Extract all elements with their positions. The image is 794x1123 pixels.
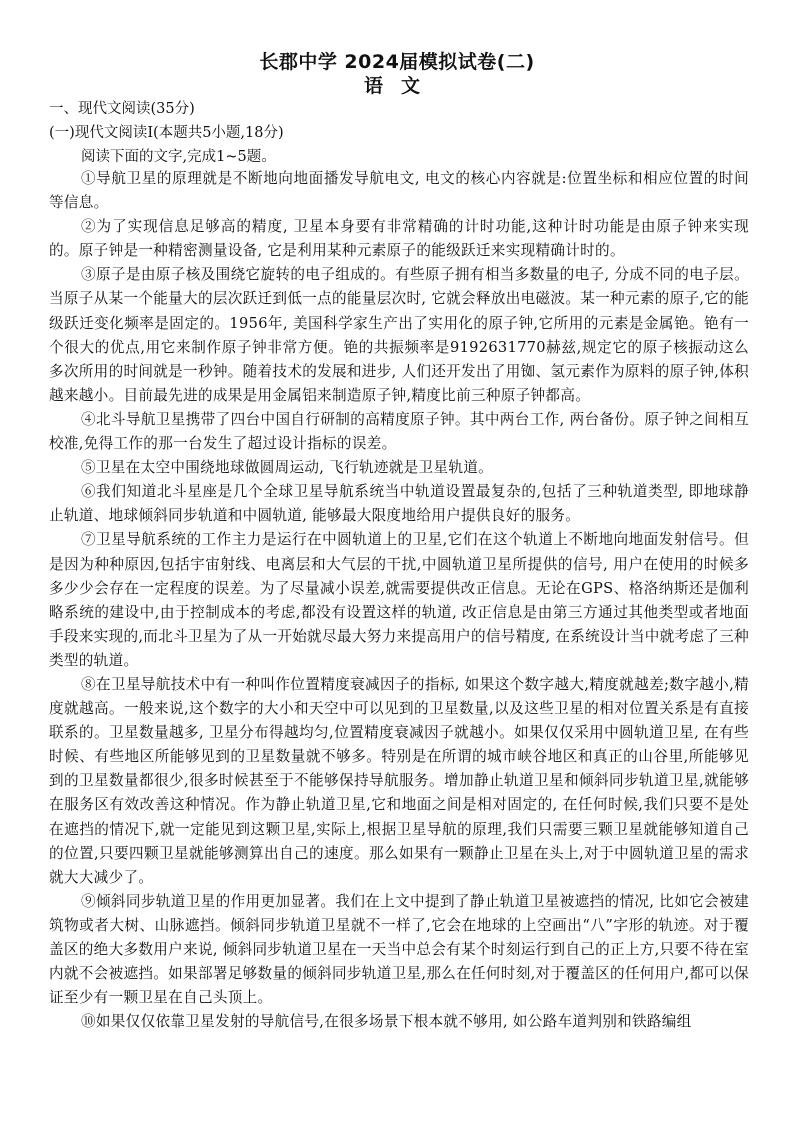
exam-title: 长郡中学 2024届模拟试卷(二) [259,51,535,73]
paragraph-7: ⑦卫星导航系统的工作主力是运行在中圆轨道上的卫星,它们在这个轨道上不断地向地面发射信号。但是因为种种原因,包括宇宙射线、电离层和大气层的干扰,中圆轨道卫星所提供的信号, 用户在使用的时候多多少少会存在一定程度的误差。为了尽量减小误差,就需要提供改正信息。无论在GPS、格洛纳斯还是伽利略系统的建设中,由于控制成本的考虑,都没有设置这样的轨道, 改正信息是由第三方通过其他类型或者地面手段来实现的,而北斗卫星为了从一开始就尽最大努力来提高用户的信号精度, 在系统设计当中就考虑了三种类型的轨道。 [49,531,749,669]
paragraph-1: ①导航卫星的原理就是不断地向地面播发导航电文, 电文的核心内容就是:位置坐标和相应位置的时间等信息。 [49,170,749,212]
paragraph-6: ⑥我们知道北斗星座是几个全球卫星导航系统当中轨道设置最复杂的,包括了三种轨道类型, 即地球静止轨道、地球倾斜同步轨道和中圆轨道, 能够最大限度地给用户提供良好的服务。 [49,483,749,525]
paragraph-3: ③原子是由原子核及围绕它旋转的电子组成的。有些原子拥有相当多数量的电子, 分成不同的电子层。当原子从某一个能量大的层次跃迁到低一点的能量层次时, 它就会释放出电磁波。某一种元素的原子,它的能级跃迁变化频率是固定的。1956年, 美国科学家生产出了实用化的原子钟,它所用的元素是金属铯。铯有一个很大的优点,用它来制作原子钟非常方便。铯的共振频率是9192631770赫兹,规定它的原子核振动这么多次所用的时间就是一秒钟。随着技术的发展和进步, 人们还开发出了用铷、氢元素作为原料的原子钟,体积越来越小。目前最先进的成果是用金属铝来制造原子钟,精度比前三种原子钟都高。 [49,266,749,404]
paragraph-2: ②为了实现信息足够高的精度, 卫星本身要有非常精确的计时功能,这种计时功能是由原子钟来实现的。原子钟是一种精密测量设备, 它是利用某种元素原子的能级跃迁来实现精确计时的。 [49,218,749,260]
section-heading: 一、现代文阅读(35分) [49,101,195,117]
paragraph-4: ④北斗导航卫星携带了四台中国自行研制的高精度原子钟。其中两台工作, 两台备份。原子钟之间相互校准,免得工作的那一台发生了超过设计指标的误差。 [49,410,749,453]
subject-title: 语文 [363,75,438,97]
reading-instruction: 阅读下面的文字,完成1~5题。 [81,149,276,165]
paragraph-9: ⑨倾斜同步轨道卫星的作用更加显著。我们在上文中提到了静止轨道卫星被遮挡的情况, 比如它会被建筑物或者大树、山脉遮挡。倾斜同步轨道卫星就不一样了,它会在地球的上空画出“八”字形的轨迹。对于覆盖区的绝大多数用户来说, 倾斜同步轨道卫星在一天当中总会有某个时刻运行到自己的正上方,只要不待在室内就不会被遮挡。如果部署足够数量的倾斜同步轨道卫星,那么在任何时刻,对于覆盖区的任何用户,都可以保证至少有一颗卫星在自己头顶上。 [49,892,749,1007]
paragraph-8: ⑧在卫星导航技术中有一种叫作位置精度衰减因子的指标, 如果这个数字越大,精度就越差;数字越小,精度就越高。一般来说,这个数字的大小和天空中可以见到的卫星数量,以及这些卫星的相对位置关系是有直接联系的。卫星数量越多, 卫星分布得越均匀,位置精度衰减因子就越小。如果仅仅采用中圆轨道卫星, 在有些时候、有些地区所能够见到的卫星数量就不够多。特别是在所谓的城市峡谷地区和真正的山谷里,所能够见到的卫星数量都很少,很多时候甚至于不能够保持导航服务。增加静止轨道卫星和倾斜同步轨道卫星,就能够在服务区有效改善这种情况。作为静止轨道卫星,它和地面之间是相对固定的, 在任何时候,我们只要不是处在遮挡的情况下,就一定能见到这颗卫星,实际上,根据卫星导航的原理,我们只需要三颗卫星就能够知道自己的位置,只要四颗卫星就能够测算出自己的速度。那么如果有一颗静止卫星在头上,对于中圆轨道卫星的需求就大大减少了。 [49,675,749,886]
paragraph-10: ⑩如果仅仅依靠卫星发射的导航信号,在很多场景下根本就不够用, 如公路车道判别和铁路编组 [81,1013,692,1031]
reading-passage [49,167,749,1034]
section-subheading: (一)现代文阅读Ⅰ(本题共5小题,18分) [49,125,284,141]
paragraph-5: ⑤卫星在太空中围绕地球做圆周运动, 飞行轨迹就是卫星轨道。 [81,459,494,477]
